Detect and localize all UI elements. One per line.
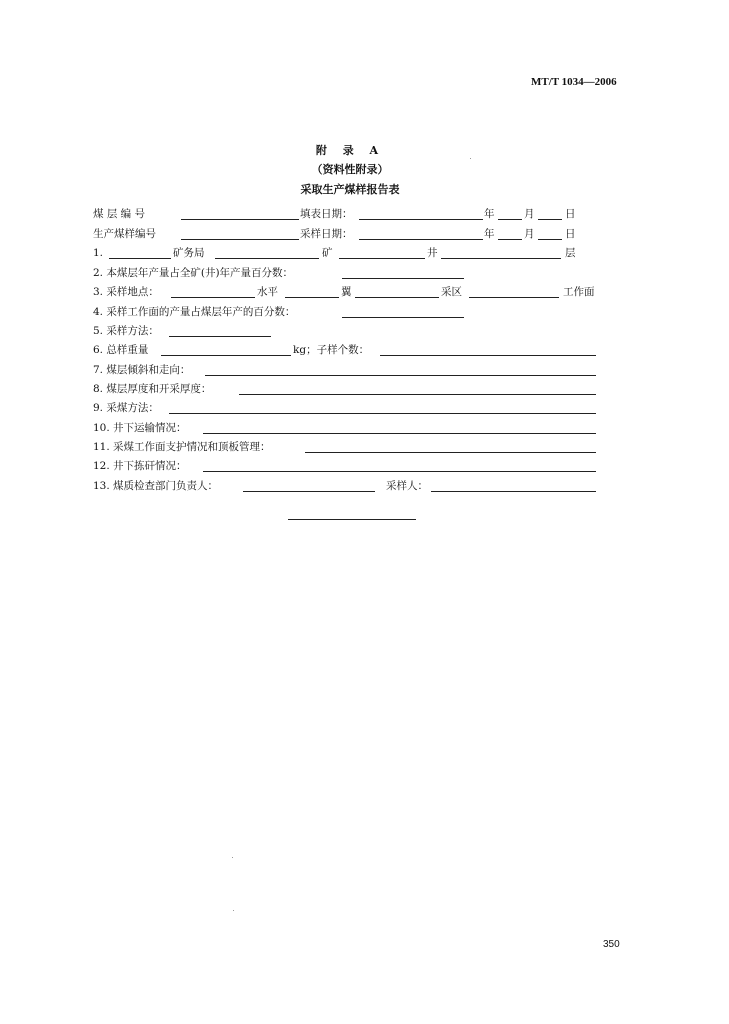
mine-label: 矿 <box>322 247 333 259</box>
fill-date-day-field[interactable] <box>538 206 562 220</box>
form-title: 采取生产煤样报告表 <box>300 183 400 196</box>
sampling-date-month-field[interactable] <box>498 226 522 240</box>
shaft-label: 井 <box>427 247 438 259</box>
fill-date-month-field[interactable] <box>498 206 522 220</box>
end-rule <box>288 519 416 520</box>
total-weight-field[interactable] <box>161 342 291 356</box>
sampling-method-field[interactable] <box>169 323 271 337</box>
mining-bureau-field[interactable] <box>109 245 171 259</box>
scan-speck <box>232 857 233 858</box>
mine-field[interactable] <box>215 245 319 259</box>
support-roof-field[interactable] <box>305 439 596 453</box>
wing-field[interactable] <box>285 284 339 298</box>
page-number: 350 <box>603 939 620 950</box>
working-face-field[interactable] <box>469 284 559 298</box>
seam-layer-label: 层 <box>565 247 576 259</box>
level-field[interactable] <box>171 284 255 298</box>
item-13-label: 13. 煤质检查部门负责人： <box>93 480 219 492</box>
increment-count-label: kg；子样个数： <box>293 344 370 356</box>
item-3-label: 3. 采样地点： <box>93 286 159 298</box>
item-9-label: 9. 采煤方法： <box>93 402 159 414</box>
mining-district-field[interactable] <box>355 284 439 298</box>
face-share-field[interactable] <box>342 304 464 318</box>
mining-method-field[interactable] <box>169 400 596 414</box>
sample-number-label: 生产煤样编号 <box>93 228 156 240</box>
month-label: 月 <box>524 228 535 240</box>
item-8-label: 8. 煤层厚度和开采厚度： <box>93 383 212 395</box>
fill-date-label: 填表日期： <box>300 208 353 220</box>
item-6-label: 6. 总样重量 <box>93 344 149 356</box>
appendix-title: 附 录 A <box>315 144 385 157</box>
sample-number-field[interactable] <box>181 226 299 240</box>
production-share-field[interactable] <box>342 265 464 279</box>
fill-date-year-field[interactable] <box>359 206 483 220</box>
year-label: 年 <box>484 208 495 220</box>
scan-speck <box>470 158 471 159</box>
item-4-label: 4. 采样工作面的产量占煤层年产的百分数： <box>93 306 296 318</box>
shaft-field[interactable] <box>339 245 425 259</box>
item-7-label: 7. 煤层倾斜和走向： <box>93 364 191 376</box>
sampling-date-label: 采样日期： <box>300 228 353 240</box>
wing-label: 翼 <box>341 286 352 298</box>
day-label: 日 <box>565 208 576 220</box>
seam-number-field[interactable] <box>181 206 299 220</box>
standard-number: MT/T 1034—2006 <box>531 76 617 88</box>
working-face-label: 工作面 <box>563 286 595 298</box>
sampler-label: 采样人： <box>386 480 428 492</box>
seam-number-label: 煤 层 编 号 <box>93 208 146 220</box>
item-12-label: 12. 井下拣矸情况： <box>93 460 187 472</box>
increment-count-field[interactable] <box>380 342 596 356</box>
mining-district-label: 采区 <box>441 286 462 298</box>
month-label: 月 <box>524 208 535 220</box>
scan-speck <box>233 910 234 911</box>
seam-dip-field[interactable] <box>205 362 596 376</box>
seam-thickness-field[interactable] <box>239 381 596 395</box>
item-10-label: 10. 井下运输情况： <box>93 422 187 434</box>
item-2-label: 2. 本煤层年产量占全矿(井)年产量百分数： <box>93 267 294 279</box>
sampling-date-year-field[interactable] <box>359 226 483 240</box>
day-label: 日 <box>565 228 576 240</box>
sampling-date-day-field[interactable] <box>538 226 562 240</box>
transport-field[interactable] <box>203 420 596 434</box>
year-label: 年 <box>484 228 495 240</box>
mining-bureau-label: 矿务局 <box>173 247 205 259</box>
appendix-nature: （资料性附录） <box>311 163 389 176</box>
item-11-label: 11. 采煤工作面支护情况和顶板管理： <box>93 441 271 453</box>
level-label: 水平 <box>257 286 278 298</box>
item-5-label: 5. 采样方法： <box>93 325 159 337</box>
supervisor-field[interactable] <box>243 478 375 492</box>
seam-layer-field[interactable] <box>441 245 561 259</box>
item-1-label: 1. <box>93 247 104 259</box>
sampler-field[interactable] <box>431 478 596 492</box>
gangue-picking-field[interactable] <box>203 458 596 472</box>
